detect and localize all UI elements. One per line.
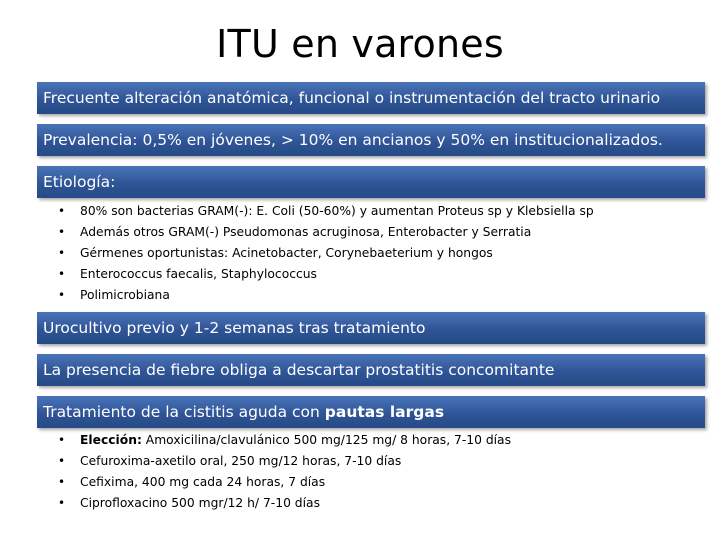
- list-item: [58, 430, 511, 451]
- tratamiento-list: [58, 430, 511, 514]
- bullet-icon: •: [58, 225, 66, 239]
- tratamiento-heading-text: Tratamiento de la cistitis aguda con: [43, 403, 325, 421]
- bar-etiologia: Etiología:: [37, 166, 705, 198]
- tratamiento-item-text: Cefuroxima-axetilo oral, 250 mg/12 horas, 7-10 días: [80, 454, 402, 468]
- bullet-icon: •: [58, 496, 66, 510]
- etiologia-item-text: 80% son bacterias GRAM(-): E. Coli (50-60%) y aumentan Proteus sp y Klebsiella sp: [80, 204, 594, 218]
- bar-urocultivo: Urocultivo previo y 1-2 semanas tras tratamiento: [37, 312, 705, 344]
- etiologia-item-text: Además otros GRAM(-) Pseudomonas acruginosa, Enterobacter y Serratia: [80, 225, 532, 239]
- etiologia-list: [58, 201, 594, 306]
- bar-tratamiento: [37, 396, 705, 428]
- bar-prevalencia: Prevalencia: 0,5% en jóvenes, > 10% en ancianos y 50% en institucionalizados.: [37, 124, 705, 156]
- list-item: [58, 493, 511, 514]
- bar-fiebre-prostatitis: La presencia de fiebre obliga a descartar prostatitis concomitante: [37, 354, 705, 386]
- list-item: [58, 285, 594, 306]
- tratamiento-heading-bold: pautas largas: [324, 403, 445, 421]
- bullet-icon: •: [58, 288, 66, 302]
- bullet-icon: •: [58, 267, 66, 281]
- list-item: [58, 201, 594, 222]
- list-item: [58, 451, 511, 472]
- list-item: [58, 472, 511, 493]
- slide-title: ITU en varones: [216, 22, 504, 66]
- etiologia-item-text: Enterococcus faecalis, Staphylococcus: [80, 267, 317, 281]
- etiologia-item-text: Polimicrobiana: [80, 288, 170, 302]
- eleccion-label: Elección:: [80, 433, 142, 447]
- list-item: [58, 264, 594, 285]
- bullet-icon: •: [58, 454, 66, 468]
- bullet-icon: •: [58, 475, 66, 489]
- tratamiento-item-text: Cefixima, 400 mg cada 24 horas, 7 días: [80, 475, 326, 489]
- etiologia-item-text: Gérmenes oportunistas: Acinetobacter, Corynebaeterium y hongos: [80, 246, 493, 260]
- tratamiento-item-text: Amoxicilina/clavulánico 500 mg/125 mg/ 8 horas, 7-10 días: [141, 433, 512, 447]
- tratamiento-item-text: Ciprofloxacino 500 mgr/12 h/ 7-10 días: [80, 496, 320, 510]
- bar-frecuente-alteracion: Frecuente alteración anatómica, funcional o instrumentación del tracto urinario: [37, 82, 705, 114]
- bullet-icon: •: [58, 246, 66, 260]
- list-item: [58, 222, 594, 243]
- list-item: [58, 243, 594, 264]
- bullet-icon: •: [58, 433, 66, 447]
- bullet-icon: •: [58, 204, 66, 218]
